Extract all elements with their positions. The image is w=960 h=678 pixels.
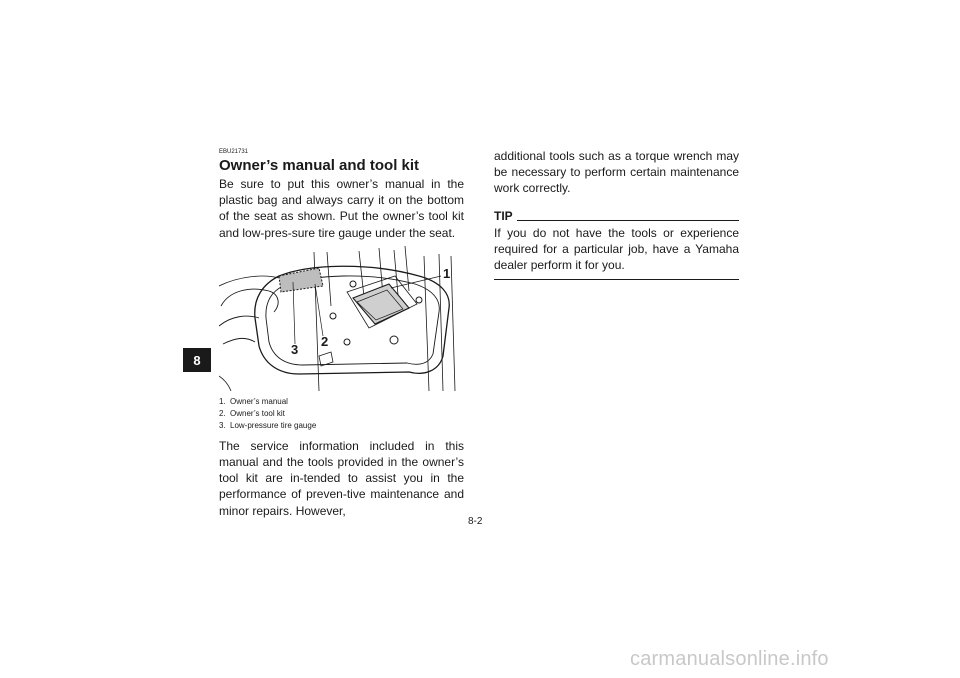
caption-item: 2. Owner’s tool kit <box>219 408 285 418</box>
service-paragraph: The service information included in this manual and the tools provided in the owner’s tool kit are in-tended to assist you in the performance of preven-tive maintenance and minor repairs. However, <box>219 438 464 518</box>
right-column <box>494 148 739 280</box>
callout-3: 3 <box>291 341 299 357</box>
continued-paragraph: additional tools such as a torque wrench may be necessary to perform certain maintenance work correctly. <box>494 149 739 196</box>
tip-label: TIP <box>494 208 513 223</box>
callout-1: 1 <box>443 265 451 281</box>
section-code: EBU21731 <box>219 149 249 155</box>
figure-captions <box>219 396 464 432</box>
tip-end-rule <box>494 279 739 280</box>
intro-paragraph: Be sure to put this owner’s manual in the plastic bag and always carry it on the bottom of the seat as shown. Put the owner’s tool kit and low-pres-sure tire gauge under the seat. <box>219 177 464 240</box>
caption-item: 1. Owner’s manual <box>219 396 288 406</box>
chapter-tab: 8 <box>183 348 211 372</box>
tip-rule <box>517 220 739 221</box>
callout-2: 2 <box>321 333 329 349</box>
left-column <box>219 148 464 519</box>
page-number: 8-2 <box>468 516 483 527</box>
tip-text: If you do not have the tools or experience required for a particular job, have a Yamaha dealer perform it for you. <box>494 225 739 273</box>
caption-item: 3. Low-pressure tire gauge <box>219 420 317 430</box>
watermark: carmanualsonline.info <box>630 648 829 670</box>
tip-header <box>494 209 739 223</box>
section-title: Owner’s manual and tool kit <box>219 157 420 174</box>
seat-underside-illustration <box>219 246 464 391</box>
